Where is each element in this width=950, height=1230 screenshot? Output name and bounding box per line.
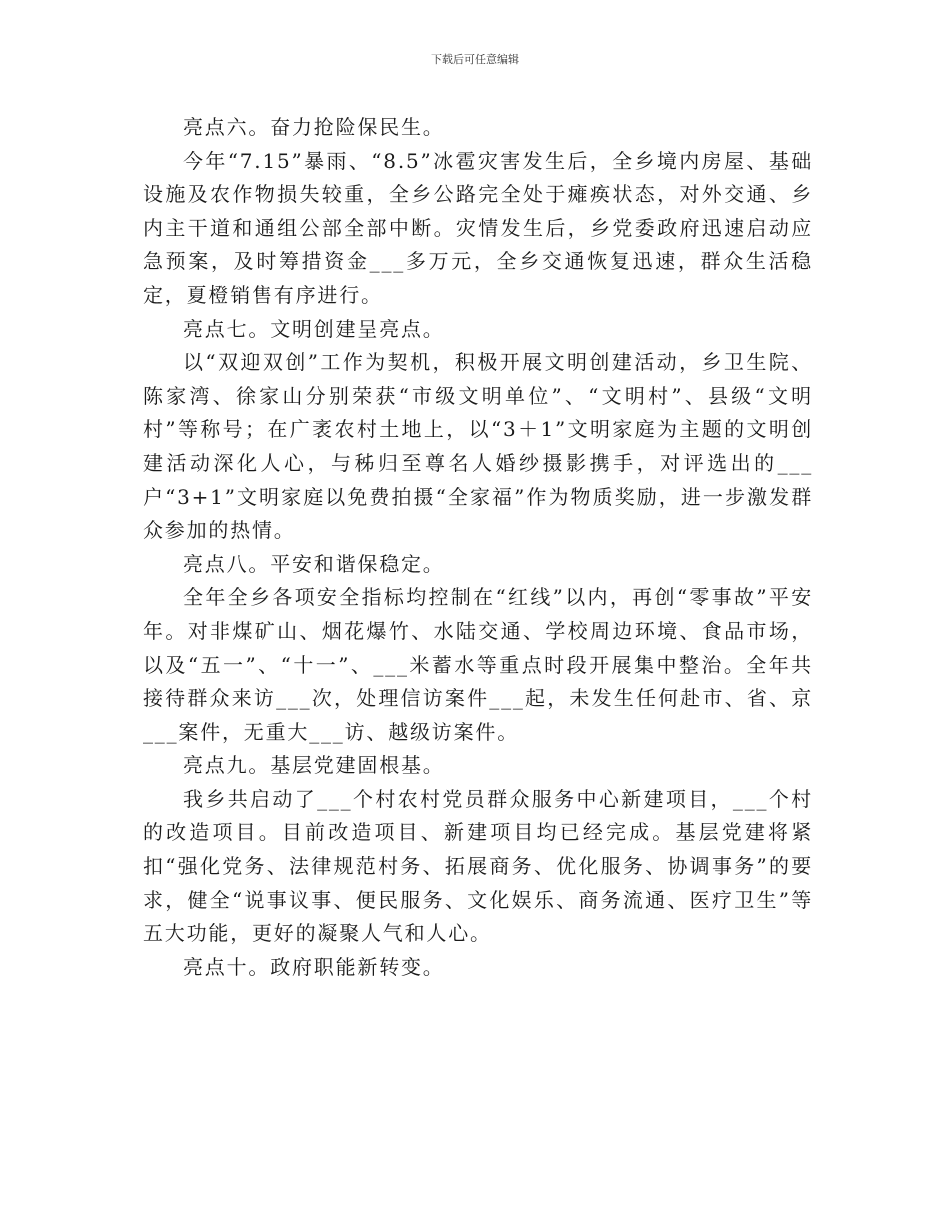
- paragraph-safety: 全年全乡各项安全指标均控制在“红线”以内，再创“零事故”平安年。对非煤矿山、烟花爆竹、水陆交通、学校周边环境、食品市场，以及“五一”、“十一”、___米蓄水等重点时段开展集中整治。全年共接待群众来访___次，处理信访案件___起，未发生任何赴市、省、京___案件，无重大___访、越级访案件。: [143, 585, 813, 744]
- paragraph-disaster-relief: 今年“7.15”暴雨、“8.5”冰雹灾害发生后，全乡境内房屋、基础设施及农作物损失较重，全乡公路完全处于瘫痪状态，对外交通、乡内主干道和通组公部全部中断。灾情发生后，乡党委政府迅速启动应急预案，及时筹措资金___多万元，全乡交通恢复迅速，群众生活稳定，夏橙销售有序进行。: [143, 148, 813, 307]
- page-header: 下载后可任意编辑: [431, 53, 519, 66]
- document-body: [143, 111, 813, 984]
- paragraph-party-building: 我乡共启动了___个村农村党员群众服务中心新建项目，___个村的改造项目。目前改造项目、新建项目均已经完成。基层党建将紧扣“强化党务、法律规范村务、拓展商务、优化服务、协调事务”的要求，健全“说事议事、便民服务、文化娱乐、商务流通、医疗卫生”等五大功能，更好的凝聚人气和人心。: [143, 786, 813, 946]
- paragraph-civilization: 以“双迎双创”工作为契机，积极开展文明创建活动，乡卫生院、陈家湾、徐家山分别荣获“市级文明单位”、“文明村”、县级“文明村”等称号；在广袤农村土地上，以“3＋1”文明家庭为主题的文明创建活动深化人心，与秭归至尊名人婚纱摄影携手，对评选出的___户“3+1”文明家庭以免费拍摄“全家福”作为物质奖励，进一步激发群众参加的热情。: [143, 350, 813, 543]
- section-heading-10: 亮点十。政府职能新转变。: [183, 954, 445, 979]
- section-heading-6: 亮点六。奋力抢险保民生。: [183, 115, 445, 139]
- section-heading-7: 亮点七。文明创建呈亮点。: [183, 316, 445, 341]
- section-heading-9: 亮点九。基层党建固根基。: [183, 753, 445, 778]
- section-heading-8: 亮点八。平安和谐保稳定。: [183, 551, 445, 576]
